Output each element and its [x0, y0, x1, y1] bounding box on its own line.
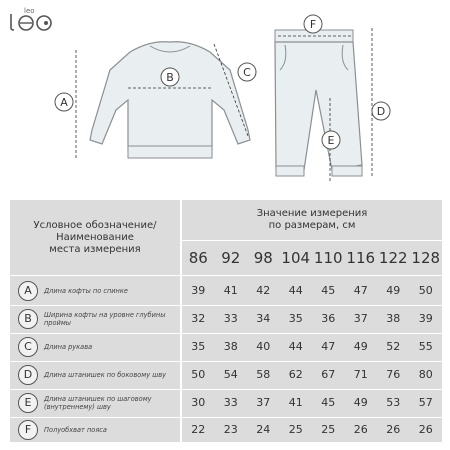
size-table	[10, 200, 442, 442]
table-cell: 26	[353, 423, 368, 436]
svg-text:B: B	[166, 71, 174, 84]
svg-text:F: F	[309, 18, 317, 31]
header-legend-title: Условное обозначение/ Наименование места измерения	[33, 219, 157, 255]
size-header-cell: 110	[313, 249, 343, 267]
table-cell: 24	[256, 423, 271, 436]
svg-text:D: D	[376, 105, 386, 118]
table-cell: 50	[191, 368, 206, 381]
size-header-cell: 116	[346, 249, 376, 267]
size-header-cell: 122	[378, 249, 408, 267]
row-label: Длина штанишек по шаговому (внутреннему) шву	[44, 395, 152, 411]
table-cell: 35	[191, 340, 206, 353]
table-cell: 26	[386, 423, 401, 436]
diagram-label-f	[304, 15, 322, 33]
row-label: Ширина кофты на уровне глубины проймы	[44, 311, 166, 327]
row-letter-badge: C	[18, 337, 38, 357]
table-cell: 30	[191, 396, 206, 409]
svg-text:A: A	[60, 96, 68, 109]
table-cell: 26	[418, 423, 433, 436]
table-row	[10, 334, 442, 360]
table-cell: 32	[191, 312, 206, 325]
header-values-title: Значение измерения по размерам, см	[256, 208, 368, 231]
header-divider	[182, 240, 442, 241]
table-cell: 47	[353, 284, 368, 297]
row-letter-badge: F	[18, 420, 38, 440]
row-letter-badge: B	[18, 309, 38, 329]
diagram-label-e	[322, 131, 340, 149]
table-row	[10, 417, 442, 443]
size-header-row	[182, 244, 442, 272]
table-cell: 71	[353, 368, 368, 381]
diagram-label-a	[55, 93, 73, 111]
table-cell: 41	[223, 284, 238, 297]
table-cell: 33	[223, 312, 238, 325]
table-cell: 40	[256, 340, 271, 353]
table-cell: 25	[321, 423, 336, 436]
table-cell: 76	[386, 368, 401, 381]
table-cell: 37	[353, 312, 368, 325]
table-cell: 38	[223, 340, 238, 353]
table-row	[10, 278, 442, 304]
size-header-cell: 86	[188, 249, 208, 267]
table-cell: 38	[386, 312, 401, 325]
row-label: Длина штанишек по боковому шву	[44, 371, 167, 379]
pants-illustration	[275, 30, 362, 176]
table-row	[10, 390, 442, 416]
svg-text:E: E	[327, 134, 335, 147]
table-cell: 41	[288, 396, 303, 409]
table-cell: 44	[288, 284, 303, 297]
sweatshirt-illustration	[90, 42, 250, 158]
size-header-cell: 104	[281, 249, 311, 267]
table-cell: 22	[191, 423, 206, 436]
size-header-cell: 128	[411, 249, 441, 267]
size-header-cell: 98	[253, 249, 273, 267]
table-cell: 49	[353, 340, 368, 353]
table-row	[10, 306, 442, 332]
diagram-label-d	[372, 102, 390, 120]
table-cell: 67	[321, 368, 336, 381]
table-cell: 33	[223, 396, 238, 409]
row-divider	[10, 275, 442, 276]
diagram-label-c	[238, 63, 256, 81]
table-cell: 80	[418, 368, 433, 381]
row-label: Длина кофты по спинке	[44, 287, 128, 295]
row-letter-badge: E	[18, 393, 38, 413]
logo-small-text: leo	[24, 7, 35, 15]
table-cell: 57	[418, 396, 433, 409]
diagram-label-b	[161, 68, 179, 86]
size-header-cell: 92	[221, 249, 241, 267]
garment-diagram	[0, 0, 450, 200]
table-cell: 55	[418, 340, 433, 353]
table-cell: 34	[256, 312, 271, 325]
table-cell: 49	[353, 396, 368, 409]
table-cell: 45	[321, 396, 336, 409]
table-cell: 50	[418, 284, 433, 297]
table-cell: 39	[191, 284, 206, 297]
table-cell: 45	[321, 284, 336, 297]
row-letter-badge: A	[18, 281, 38, 301]
table-row	[10, 362, 442, 388]
table-cell: 35	[288, 312, 303, 325]
row-label: Длина рукава	[44, 343, 93, 351]
row-letter-badge: D	[18, 365, 38, 385]
table-cell: 54	[223, 368, 238, 381]
table-cell: 52	[386, 340, 401, 353]
table-cell: 36	[321, 312, 336, 325]
table-cell: 49	[386, 284, 401, 297]
table-cell: 42	[256, 284, 271, 297]
table-cell: 37	[256, 396, 271, 409]
svg-text:C: C	[243, 66, 251, 79]
table-cell: 53	[386, 396, 401, 409]
table-cell: 23	[223, 423, 238, 436]
table-cell: 47	[321, 340, 336, 353]
table-cell: 25	[288, 423, 303, 436]
table-cell: 44	[288, 340, 303, 353]
row-label: Полуобхват пояса	[44, 426, 107, 434]
table-cell: 39	[418, 312, 433, 325]
table-cell: 62	[288, 368, 303, 381]
table-cell: 58	[256, 368, 271, 381]
